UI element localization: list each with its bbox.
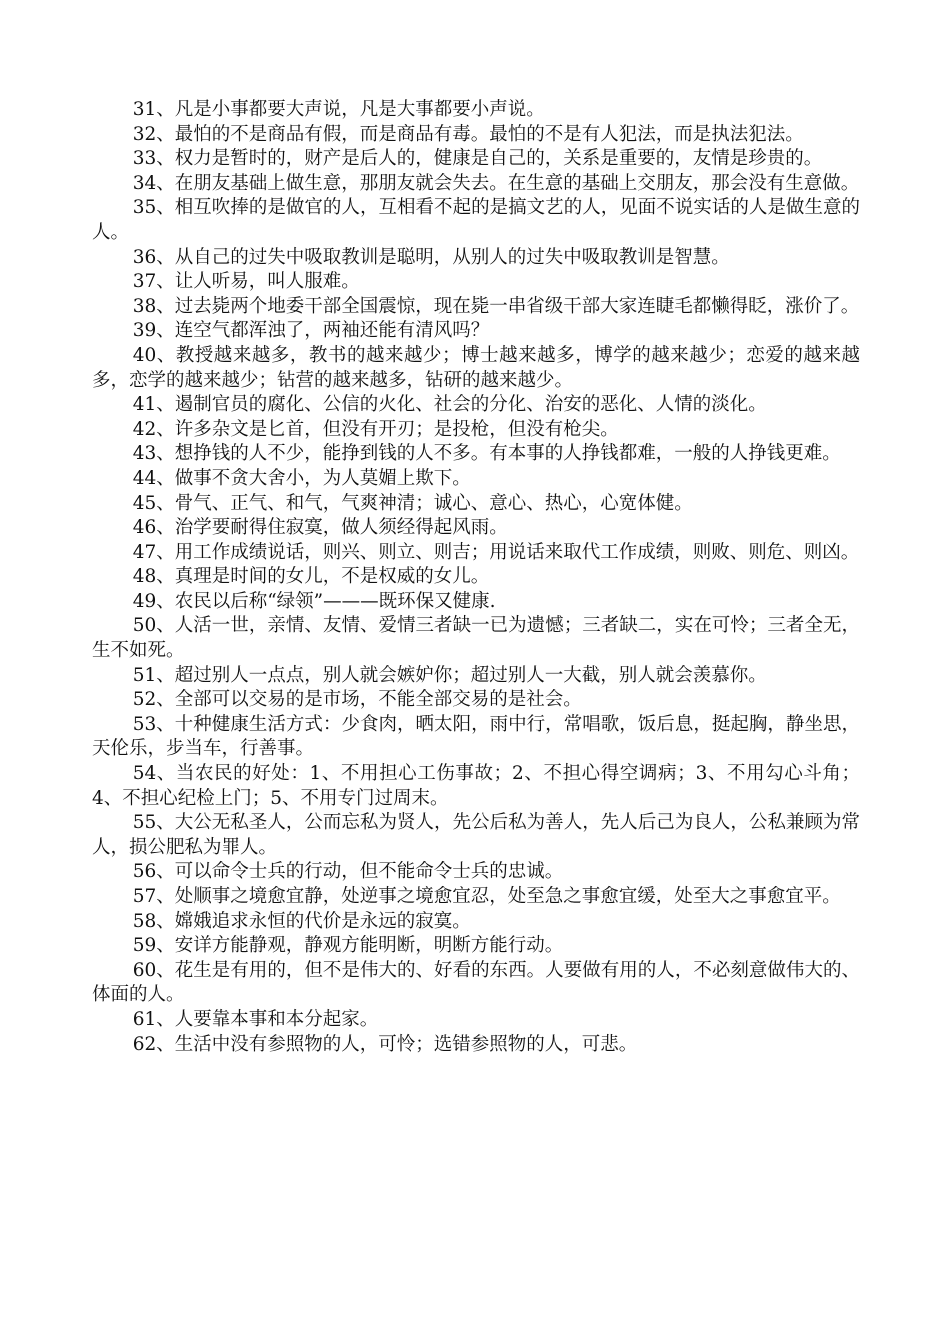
- paragraph-58: 58、嫦娥追求永恒的代价是永远的寂寞。: [132, 910, 471, 932]
- paragraph-61: 61、人要靠本事和本分起家。: [132, 1008, 379, 1030]
- paragraph-34: 34、在朋友基础上做生意，那朋友就会失去。在生意的基础上交朋友，那会没有生意做。: [132, 172, 860, 194]
- paragraph-46: 46、治学要耐得住寂寞，做人须经得起风雨。: [132, 517, 508, 539]
- paragraph-35: 35、相互吹捧的是做官的人，互相看不起的是搞文艺的人，见面不说实话的人是做生意的人。: [92, 197, 860, 243]
- paragraph-41: 41、遏制官员的腐化、公信的火化、社会的分化、治安的恶化、人情的淡化。: [132, 394, 767, 416]
- paragraph-37: 37、让人听易，叫人服难。: [132, 271, 360, 293]
- paragraph-45: 45、骨气、正气、和气，气爽神清；诚心、意心、热心，心宽体健。: [132, 492, 693, 514]
- paragraph-53: 53、十种健康生活方式：少食肉，晒太阳，雨中行，常唱歌，饭后息，挺起胸，静坐思，天伦乐，步当车，行善事。: [92, 713, 860, 760]
- paragraph-40: 40、教授越来越多，教书的越来越少；博士越来越多，博学的越来越少；恋爱的越来越多，恋学的越来越少；钻营的越来越多，钻研的越来越少。: [92, 344, 860, 391]
- paragraph-55: 55、大公无私圣人，公而忘私为贤人，先公后私为善人，先人后己为良人，公私兼顾为常人，损公肥私为罪人。: [92, 812, 860, 858]
- paragraph-52: 52、全部可以交易的是市场，不能全部交易的是社会。: [132, 689, 582, 711]
- paragraph-44: 44、做事不贪大舍小，为人莫媚上欺下。: [132, 467, 471, 489]
- paragraph-33: 33、权力是暂时的，财产是后人的，健康是自己的，关系是重要的，友情是珍贵的。: [132, 148, 823, 170]
- paragraph-62: 62、生活中没有参照物的人，可怜；选错参照物的人，可悲。: [132, 1033, 638, 1055]
- paragraph-36: 36、从自己的过失中吸取教训是聪明，从别人的过失中吸取教训是智慧。: [132, 246, 730, 268]
- document-body: [92, 98, 860, 1057]
- paragraph-54: 54、当农民的好处：1、不用担心工伤事故；2、不担心得空调病；3、不用勾心斗角；4、不担心纪检上门；5、不用专门过周末。: [92, 763, 860, 809]
- paragraph-31: 31、凡是小事都要大声说，凡是大事都要小声说。: [132, 99, 545, 120]
- paragraph-56: 56、可以命令士兵的行动，但不能命令士兵的忠诚。: [132, 861, 564, 883]
- paragraph-38: 38、过去毙两个地委干部全国震惊，现在毙一串省级干部大家连睫毛都懒得眨，涨价了。: [132, 295, 860, 317]
- paragraph-39: 39、连空气都浑浊了，两袖还能有清风吗？: [132, 320, 490, 342]
- paragraph-49: 49、农民以后称“绿领”———既环保又健康.: [132, 590, 496, 612]
- paragraph-48: 48、真理是时间的女儿，不是权威的女儿。: [132, 566, 490, 588]
- paragraph-59: 59、安详方能静观，静观方能明断，明断方能行动。: [132, 935, 564, 957]
- paragraph-51: 51、超过别人一点点，别人就会嫉妒你；超过别人一大截，别人就会羡慕你。: [132, 664, 767, 686]
- paragraph-60: 60、花生是有用的，但不是伟大的、好看的东西。人要做有用的人，不必刻意做伟大的、体面的人。: [92, 959, 860, 1006]
- paragraph-57: 57、处顺事之境愈宜静，处逆事之境愈宜忍，处至急之事愈宜缓，处至大之事愈宜平。: [132, 886, 841, 907]
- paragraph-50: 50、人活一世，亲情、友情、爱情三者缺一已为遗憾；三者缺二，实在可怜；三者全无，生不如死。: [92, 615, 860, 662]
- paragraph-47: 47、用工作成绩说话，则兴、则立、则吉；用说话来取代工作成绩，则败、则危、则凶。: [132, 541, 860, 563]
- paragraph-43: 43、想挣钱的人不少，能挣到钱的人不多。有本事的人挣钱都难，一般的人挣钱更难。: [132, 443, 841, 465]
- paragraph-42: 42、许多杂文是匕首，但没有开刃；是投枪，但没有枪尖。: [132, 418, 619, 440]
- paragraph-32: 32、最怕的不是商品有假，而是商品有毒。最怕的不是有人犯法，而是执法犯法。: [132, 123, 804, 145]
